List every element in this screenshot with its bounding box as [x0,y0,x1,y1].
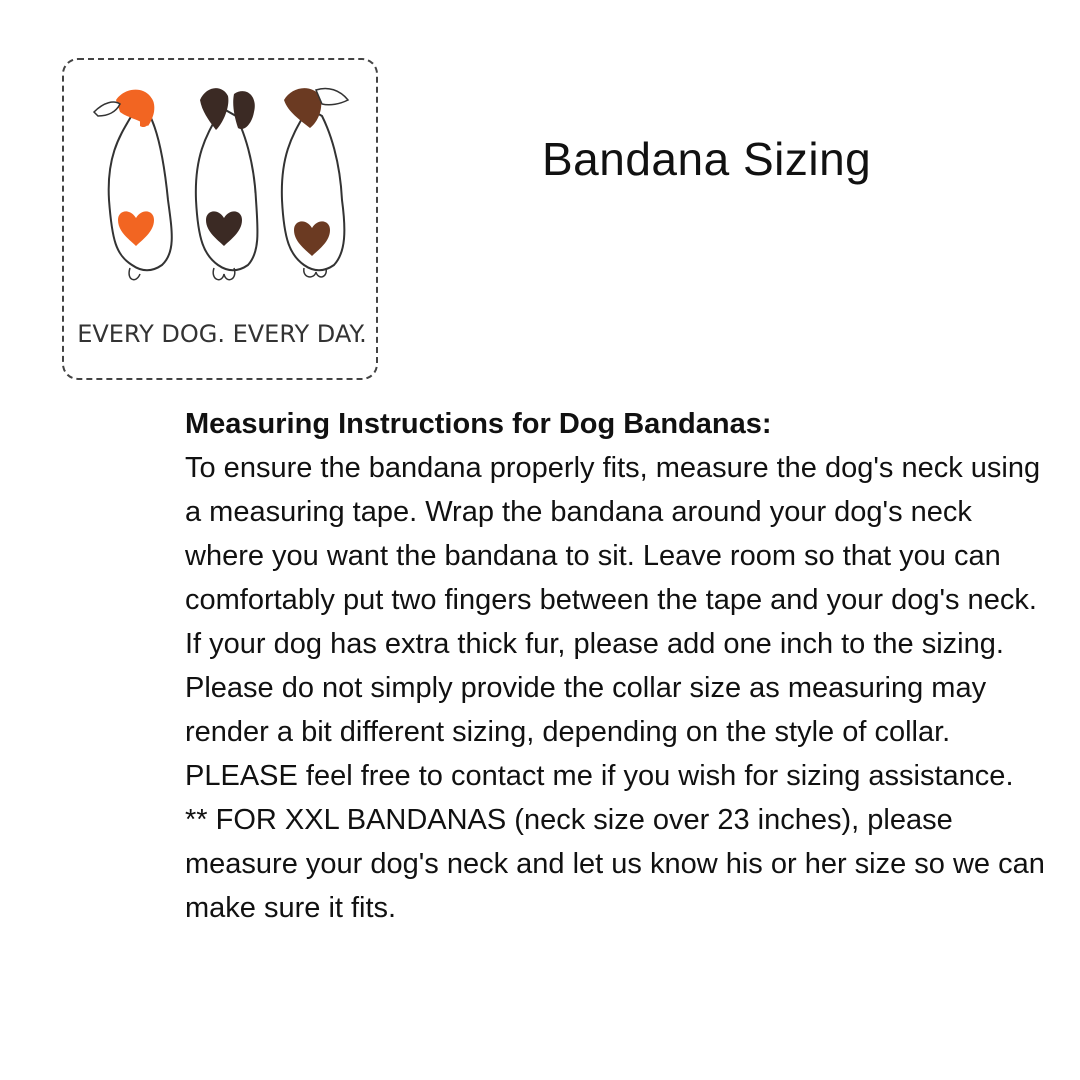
three-dogs-with-hearts-icon [64,60,380,382]
contact-paragraph: PLEASE feel free to contact me if you wish for sizing assistance. [185,760,1014,792]
logo-card [62,58,378,380]
dog-dark-brown [196,88,258,280]
instructions-heading: Measuring Instructions for Dog Bandanas: [185,408,772,440]
instructions-block [185,402,1045,930]
dog-red-brown [282,88,348,277]
logo-tagline: EVERY DOG. EVERY DAY. [77,320,367,348]
page-title: Bandana Sizing [542,133,872,185]
instructions-paragraph: To ensure the bandana properly fits, measure the dog's neck using a measuring tape. Wrap the bandana around your dog's neck where you want the bandana to sit. Leave room so that you can comfortably put two fingers between the tape and your dog's neck. If your dog has extra thick fur, please add one inch to the sizing. Please do not simply provide the collar size as measuring may render a bit different sizing, depending on the style of collar. [185,452,1041,748]
xxl-note-paragraph: ** FOR XXL BANDANAS (neck size over 23 inches), please measure your dog's neck and let us know his or her size so we can make sure it fits. [185,804,1045,924]
dog-orange [94,90,172,280]
